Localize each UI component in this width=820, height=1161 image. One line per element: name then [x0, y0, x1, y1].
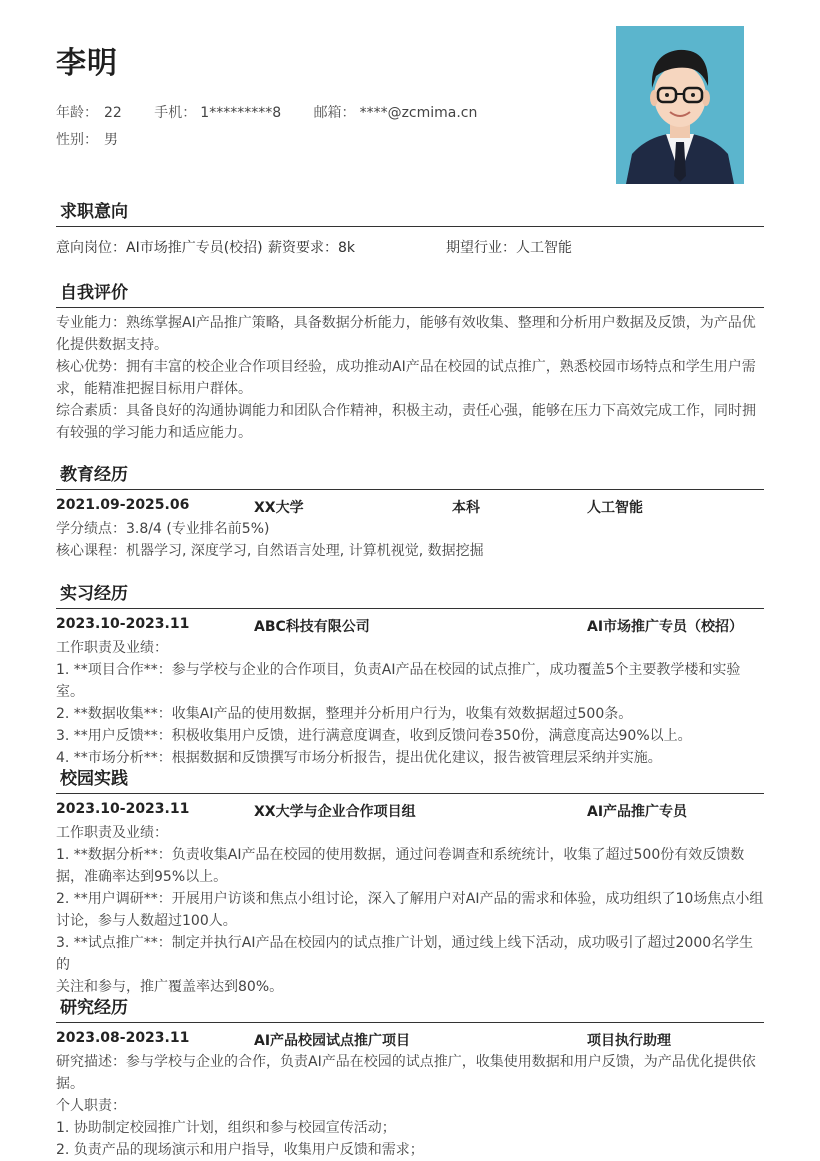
campus-line: 2. **用户调研**：开展用户访谈和焦点小组讨论，深入了解用户对AI产品的需求和体验，成功组织了10场焦点小组 [56, 891, 764, 907]
self-eval-line: 核心优势：拥有丰富的校企业合作项目经验，成功推动AI产品在校园的试点推广，熟悉校园市场特点和学生用户需 [56, 359, 756, 375]
gender-label: 性别： [56, 132, 98, 148]
campus-header-row [56, 798, 764, 822]
age-label: 年龄： [56, 105, 98, 121]
campus-period: 2023.10-2023.11 [56, 801, 190, 817]
education-line: 核心课程：机器学习, 深度学习, 自然语言处理, 计算机视觉, 数据挖掘 [56, 543, 484, 559]
profile-photo [616, 26, 744, 184]
gender-value: 男 [104, 132, 118, 148]
intent-salary: 薪资要求：8k [268, 240, 356, 256]
section-title-internship: 实习经历 [56, 580, 764, 609]
section-title-research: 研究经历 [56, 994, 764, 1023]
internship-line: 3. **用户反馈**：积极收集用户反馈，进行满意度调查，收到反馈问卷350份，满意度高达90%以上。 [56, 728, 692, 744]
internship-company: ABC科技有限公司 [254, 619, 370, 635]
internship-line: 2. **数据收集**：收集AI产品的使用数据，整理并分析用户行为，收集有效数据超过500条。 [56, 706, 633, 722]
intent-position: 意向岗位：AI市场推广专员(校招) [56, 240, 263, 256]
self-eval-line: 求，能精准把握目标用户群体。 [56, 381, 252, 397]
research-period: 2023.08-2023.11 [56, 1030, 190, 1046]
section-title-job-intent: 求职意向 [56, 198, 764, 227]
section-internship [56, 580, 764, 769]
campus-line: 讨论，参与人数超过100人。 [56, 913, 237, 929]
basic-info-row-1 [56, 102, 477, 122]
campus-line: 据，准确率达到95%以上。 [56, 869, 228, 885]
education-school: XX大学 [254, 500, 304, 516]
section-title-self-evaluation: 自我评价 [56, 279, 764, 308]
basic-info-row-2 [56, 129, 118, 149]
internship-role: AI市场推广专员（校招） [587, 619, 744, 635]
job-intent-row [56, 233, 764, 259]
internship-line: 4. **市场分析**：根据数据和反馈撰写市场分析报告，提出优化建议，报告被管理层采纳并实施。 [56, 750, 662, 766]
section-job-intent [56, 198, 764, 259]
internship-line: 工作职责及业绩： [56, 640, 168, 656]
section-title-education: 教育经历 [56, 461, 764, 490]
self-eval-line: 化提供数据支持。 [56, 337, 168, 353]
internship-period: 2023.10-2023.11 [56, 616, 190, 632]
education-major: 人工智能 [587, 500, 643, 516]
self-eval-line: 专业能力：熟练掌握AI产品推广策略，具备数据分析能力，能够有效收集、整理和分析用户数据及反馈，为产品优 [56, 315, 756, 331]
research-line: 研究描述：参与学校与企业的合作，负责AI产品在校园的试点推广，收集使用数据和用户反馈，为产品优化提供依 [56, 1054, 756, 1070]
section-campus-practice [56, 765, 764, 998]
email-value: ****@zcmima.cn [359, 105, 478, 121]
portrait-illustration [616, 26, 744, 184]
self-eval-line: 综合素质：具备良好的沟通协调能力和团队合作精神，积极主动，责任心强，能够在压力下高效完成工作，同时拥 [56, 403, 756, 419]
candidate-name: 李明 [56, 46, 118, 81]
age-value: 22 [104, 105, 122, 121]
education-header-row [56, 494, 764, 518]
education-line: 学分绩点：3.8/4 (专业排名前5%) [56, 521, 270, 537]
intent-industry: 期望行业：人工智能 [446, 240, 572, 256]
phone-label: 手机： [154, 105, 197, 121]
campus-line: 1. **数据分析**：负责收集AI产品在校园的使用数据，通过问卷调查和系统统计，收集了超过500份有效反馈数 [56, 847, 745, 863]
section-title-campus-practice: 校园实践 [56, 765, 764, 794]
phone-value: 1*********8 [200, 105, 282, 121]
education-period: 2021.09-2025.06 [56, 497, 190, 513]
research-line: 个人职责： [56, 1098, 126, 1114]
research-header-row [56, 1027, 764, 1051]
campus-org: XX大学与企业合作项目组 [254, 804, 416, 820]
section-research [56, 994, 764, 1161]
section-self-evaluation [56, 279, 764, 444]
research-role: 项目执行助理 [587, 1033, 671, 1049]
research-line: 据。 [56, 1076, 84, 1092]
research-project: AI产品校园试点推广项目 [254, 1033, 411, 1049]
self-eval-line: 有较强的学习能力和适应能力。 [56, 425, 252, 441]
section-education [56, 461, 764, 562]
self-evaluation-text [56, 312, 764, 444]
research-line: 1. 协助制定校园推广计划，组织和参与校园宣传活动； [56, 1120, 396, 1136]
campus-line: 3. **试点推广**：制定并执行AI产品在校园内的试点推广计划，通过线上线下活动，成功吸引了超过2000名学生的 [56, 935, 754, 973]
campus-role: AI产品推广专员 [587, 804, 688, 820]
internship-header-row [56, 613, 764, 637]
research-line: 2. 负责产品的现场演示和用户指导，收集用户反馈和需求； [56, 1142, 424, 1158]
email-label: 邮箱： [313, 105, 356, 121]
campus-line: 工作职责及业绩： [56, 825, 168, 841]
education-degree: 本科 [452, 500, 480, 516]
campus-line: 关注和参与，推广覆盖率达到80%。 [56, 979, 284, 995]
internship-line: 1. **项目合作**：参与学校与企业的合作项目，负责AI产品在校园的试点推广，成功覆盖5个主要教学楼和实验室。 [56, 662, 741, 700]
